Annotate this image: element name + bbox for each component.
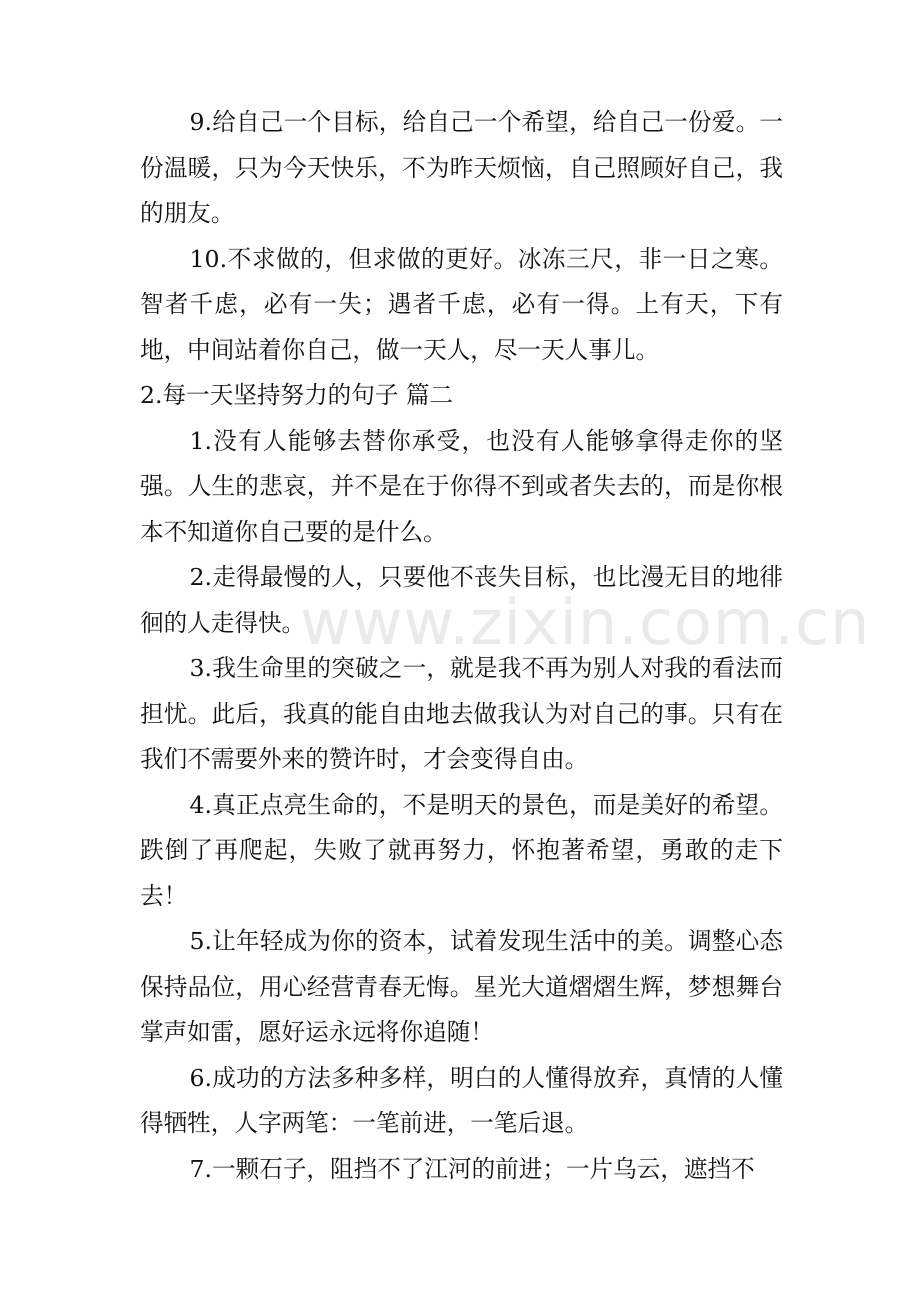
paragraph-2: 2.走得最慢的人，只要他不丧失目标，也比漫无目的地徘徊的人走得快。 xyxy=(140,563,783,637)
paragraph-7: 7.一颗石子，阻挡不了江河的前进；一片乌云，遮挡不 xyxy=(189,1154,755,1183)
paragraph-4: 4.真正点亮生命的，不是明天的景色，而是美好的希望。跌倒了再爬起，失败了就再努力，怀抱著希望，勇敢的走下去！ xyxy=(140,790,783,910)
paragraph-3: 3.我生命里的突破之一，就是我不再为别人对我的看法而担忧。此后，我真的能自由地去做我认为对自己的事。只有在我们不需要外来的赞许时，才会变得自由。 xyxy=(140,654,783,773)
paragraph-6: 6.成功的方法多种多样，明白的人懂得放弃，真情的人懂得牺牲，人字两笔：一笔前进，一笔后退。 xyxy=(140,1063,783,1137)
paragraph-5: 5.让年轻成为你的资本，试着发现生活中的美。调整心态保持品位，用心经营青春无悔。星光大道熠熠生辉，梦想舞台掌声如雷，愿好运永远将你追随！ xyxy=(140,927,783,1046)
watermark: www.zixin.com.cn xyxy=(300,586,871,659)
section-heading: 2.每一天坚持努力的句子 篇二 xyxy=(140,381,454,409)
paragraph-1: 1.没有人能够去替你承受，也没有人能够拿得走你的坚强。人生的悲哀，并不是在于你得不到或者失去的，而是你根本不知道你自己要的是什么。 xyxy=(140,426,783,546)
paragraph-10: 10.不求做的，但求做的更好。冰冻三尺，非一日之寒。智者千虑，必有一失；遇者千虑，必有一得。上有天，下有地，中间站着你自己，做一天人，尽一天人事儿。 xyxy=(140,244,783,364)
paragraph-9: 9.给自己一个目标，给自己一个希望，给自己一份爱。一份温暖，只为今天快乐，不为昨天烦恼，自己照顾好自己，我的朋友。 xyxy=(140,108,783,227)
